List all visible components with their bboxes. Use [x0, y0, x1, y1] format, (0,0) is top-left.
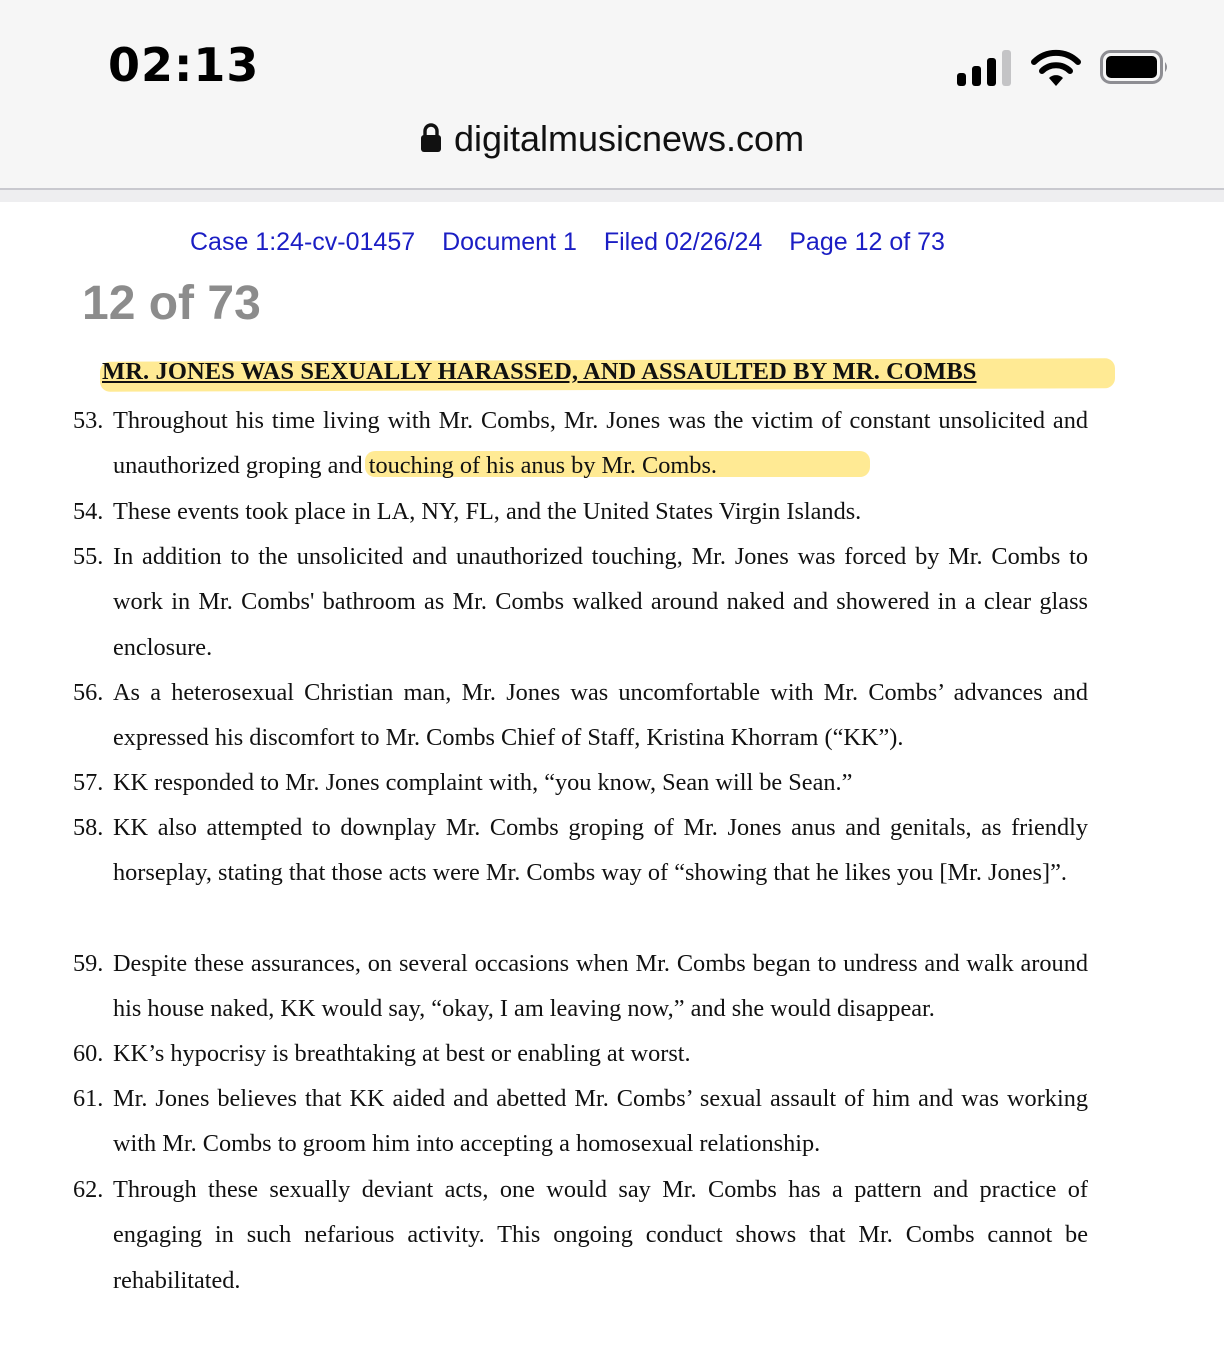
paragraph-number: 60. [73, 1040, 104, 1067]
paragraph-number: 61. [73, 1085, 104, 1112]
lock-icon [420, 123, 442, 153]
paragraph-text: As a heterosexual Christian man, Mr. Jones was uncomfortable with Mr. Combs’ advances and expressed his discomfort to Mr. Combs Chief of Staff, Kristina Khorram (“KK”). [113, 679, 1088, 752]
paragraph-53 [73, 398, 1088, 489]
paragraph-number: 55. [73, 543, 104, 570]
paragraph-number: 53. [73, 407, 104, 434]
paragraph-text: Through these sexually deviant acts, one would say Mr. Combs has a pattern and practice of engaging in such nefarious activity. This ongoing conduct shows that Mr. Combs cannot be rehabilitated. [113, 1176, 1088, 1294]
page-indicator: 12 of 73 [82, 276, 279, 331]
paragraph-57 [73, 760, 1088, 805]
status-time: 02:13 [108, 38, 260, 92]
battery-icon [1100, 50, 1170, 84]
document-number: Document 1 [442, 228, 577, 256]
section-heading: MR. JONES WAS SEXUALLY HARASSED, AND ASSAULTED BY MR. COMBS [102, 358, 977, 385]
address-bar[interactable] [0, 118, 1224, 160]
paragraph-number: 58. [73, 814, 104, 841]
browser-chrome [0, 0, 1224, 190]
paragraph-text: KK also attempted to downplay Mr. Combs groping of Mr. Jones anus and genitals, as friendly horseplay, stating that those acts were Mr. Combs way of “showing that he likes you [Mr. Jones]”. [113, 814, 1088, 887]
paragraph-text: KK’s hypocrisy is breathtaking at best or enabling at worst. [113, 1040, 691, 1067]
paragraph-58 [73, 805, 1088, 896]
toolbar-separator [0, 190, 1224, 202]
case-number: Case 1:24-cv-01457 [190, 228, 416, 256]
paragraph-60 [73, 1031, 1088, 1076]
paragraph-62 [73, 1167, 1088, 1303]
paragraph-55 [73, 534, 1088, 670]
url-text: digitalmusicnews.com [453, 118, 805, 159]
paragraph-61 [73, 1076, 1088, 1167]
paragraph-text: In addition to the unsolicited and unauthorized touching, Mr. Jones was forced by Mr. Combs to work in Mr. Combs' bathroom as Mr. Combs walked around naked and showered in a clear glass enclosure. [113, 543, 1088, 661]
cellular-signal-icon [957, 50, 1013, 86]
page-of: Page 12 of 73 [789, 228, 945, 256]
wifi-icon [1030, 48, 1082, 88]
case-header [190, 228, 965, 257]
paragraph-56 [73, 670, 1088, 761]
filed-date: Filed 02/26/24 [603, 228, 763, 256]
paragraph-text: Throughout his time living with Mr. Combs, Mr. Jones was the victim of constant unsolicited and unauthorized groping and touching of his anus by Mr. Combs. [113, 407, 1088, 480]
paragraph-number: 56. [73, 679, 104, 706]
paragraph-number: 57. [73, 769, 104, 796]
paragraph-54 [73, 489, 1088, 534]
paragraph-text: These events took place in LA, NY, FL, and the United States Virgin Islands. [113, 498, 862, 525]
paragraph-text: Mr. Jones believes that KK aided and abetted Mr. Combs’ sexual assault of him and was working with Mr. Combs to groom him into accepting a homosexual relationship. [113, 1085, 1088, 1158]
paragraph-text: KK responded to Mr. Jones complaint with, “you know, Sean will be Sean.” [113, 769, 853, 796]
paragraph-number: 59. [73, 950, 104, 977]
paragraph-text: Despite these assurances, on several occasions when Mr. Combs began to undress and walk around his house naked, KK would say, “okay, I am leaving now,” and she would disappear. [113, 950, 1088, 1023]
paragraph-59 [73, 941, 1088, 1032]
paragraph-number: 54. [73, 498, 104, 525]
paragraph-number: 62. [73, 1176, 104, 1203]
